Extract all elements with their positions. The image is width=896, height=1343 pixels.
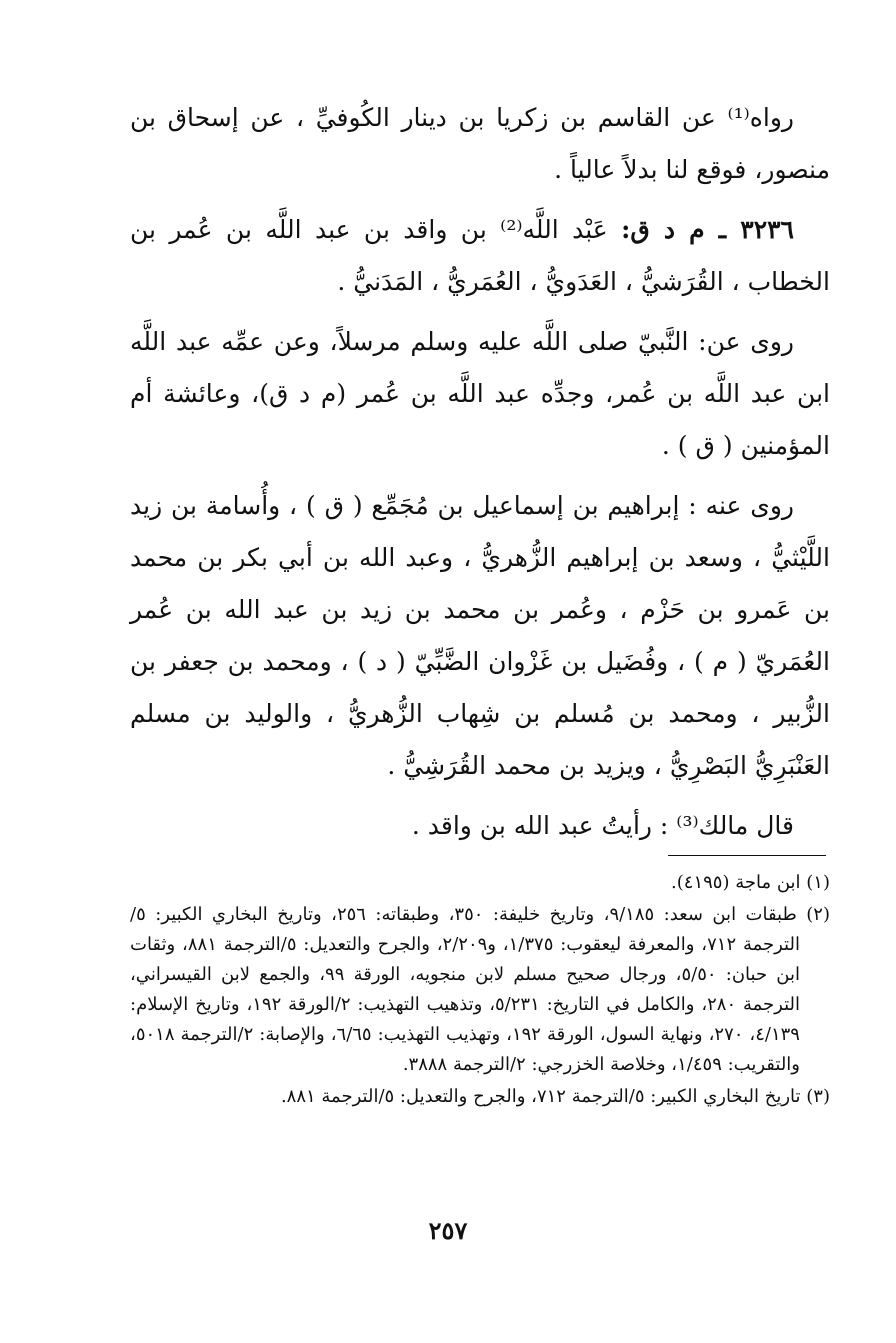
footnotes <box>130 868 830 1114</box>
entry-heading <box>130 204 830 308</box>
paragraph-narrated-by: روى عنه : إبراهيم بن إسماعيل بن مُجَمِّع ( ق ) ، وأُسامة بن زيد اللَّيْثيُّ ، وسعد بن إبراهيم الزُّهريُّ ، وعبد الله بن أبي بكر بن محمد بن عَمرو بن حَزْم ، وعُمر بن محمد بن زيد بن عبد الله بن عُمر العُمَريّ ( م ) ، وفُضَيل بن غَزْوان الضَّبِّيّ ( د ) ، ومحمد بن جعفر بن الزُّبير ، ومحمد بن مُسلم بن شِهاب الزُّهريُّ ، والوليد بن مسلم العَنْبَرِيُّ البَصْرِيُّ ، ويزيد بن محمد القُرَشِيُّ . <box>130 491 830 780</box>
footnote-3: (٣) تاريخ البخاري الكبير: ٥/الترجمة ٧١٢، والجرح والتعديل: ٥/الترجمة ٨٨١. <box>280 1086 830 1107</box>
page-number: ٢٥٧ <box>428 1216 468 1245</box>
footnote-separator <box>668 855 826 856</box>
footnote-2: (٢) طبقات ابن سعد: ٩/١٨٥، وتاريخ خليفة: ٣٥٠، وطبقاته: ٢٥٦، وتاريخ البخاري الكبير: ٥/الترجمة ٧١٢، والمعرفة ليعقوب: ١/٣٧٥، و٢/٢٠٩، والجرح والتعديل: ٥/الترجمة ٨٨١، وثقات ابن حبان: ٥/٥٠، ورجال صحيح مسلم لابن منجويه، الورقة ٩٩، والجمع لابن القيسراني، الترجمة ٢٨٠، والكامل في التاريخ: ٥/٢٣١، وتذهيب التهذيب: ٢/الورقة ١٩٢، وتاريخ الإسلام: ٤/١٣٩، ٢٧٠، ونهاية السول، الورقة ١٩٢، وتهذيب التهذيب: ٦/٦٥، والإصابة: ٢/الترجمة ٥٠١٨، والتقريب: ١/٤٥٩، وخلاصة الخزرجي: ٢/الترجمة ٣٨٨٨. <box>130 904 830 1075</box>
entry-number: ٣٢٣٦ ـ م د ق: <box>621 215 794 244</box>
footnote-1: (١) ابن ماجة (٤١٩٥). <box>671 872 830 893</box>
main-text <box>130 92 830 860</box>
paragraph-narrated-from: روى عن: النَّبيّ صلى اللَّه عليه وسلم مرسلاً، وعن عمِّه عبد اللَّه ابن عبد اللَّه بن عُمر، وجدِّه عبد اللَّه بن عُمر (م د ق)، وعائشة أم المؤمنين ( ق ) . <box>130 327 830 460</box>
entry-name: عَبْد اللَّه⁽²⁾ بن واقد بن عبد اللَّه بن عُمر بن الخطاب ، القُرَشيُّ ، العَدَويُّ ، العُمَريُّ ، المَدَنيُّ . <box>130 215 830 296</box>
paragraph-riwayah: رواه⁽¹⁾ عن القاسم بن زكريا بن دينار الكُوفيِّ ، عن إسحاق بن منصور، فوقع لنا بدلاً عالياً . <box>130 103 830 184</box>
paragraph-malik-quote: قال مالك⁽³⁾ : رأيتُ عبد الله بن واقد . <box>411 811 794 840</box>
